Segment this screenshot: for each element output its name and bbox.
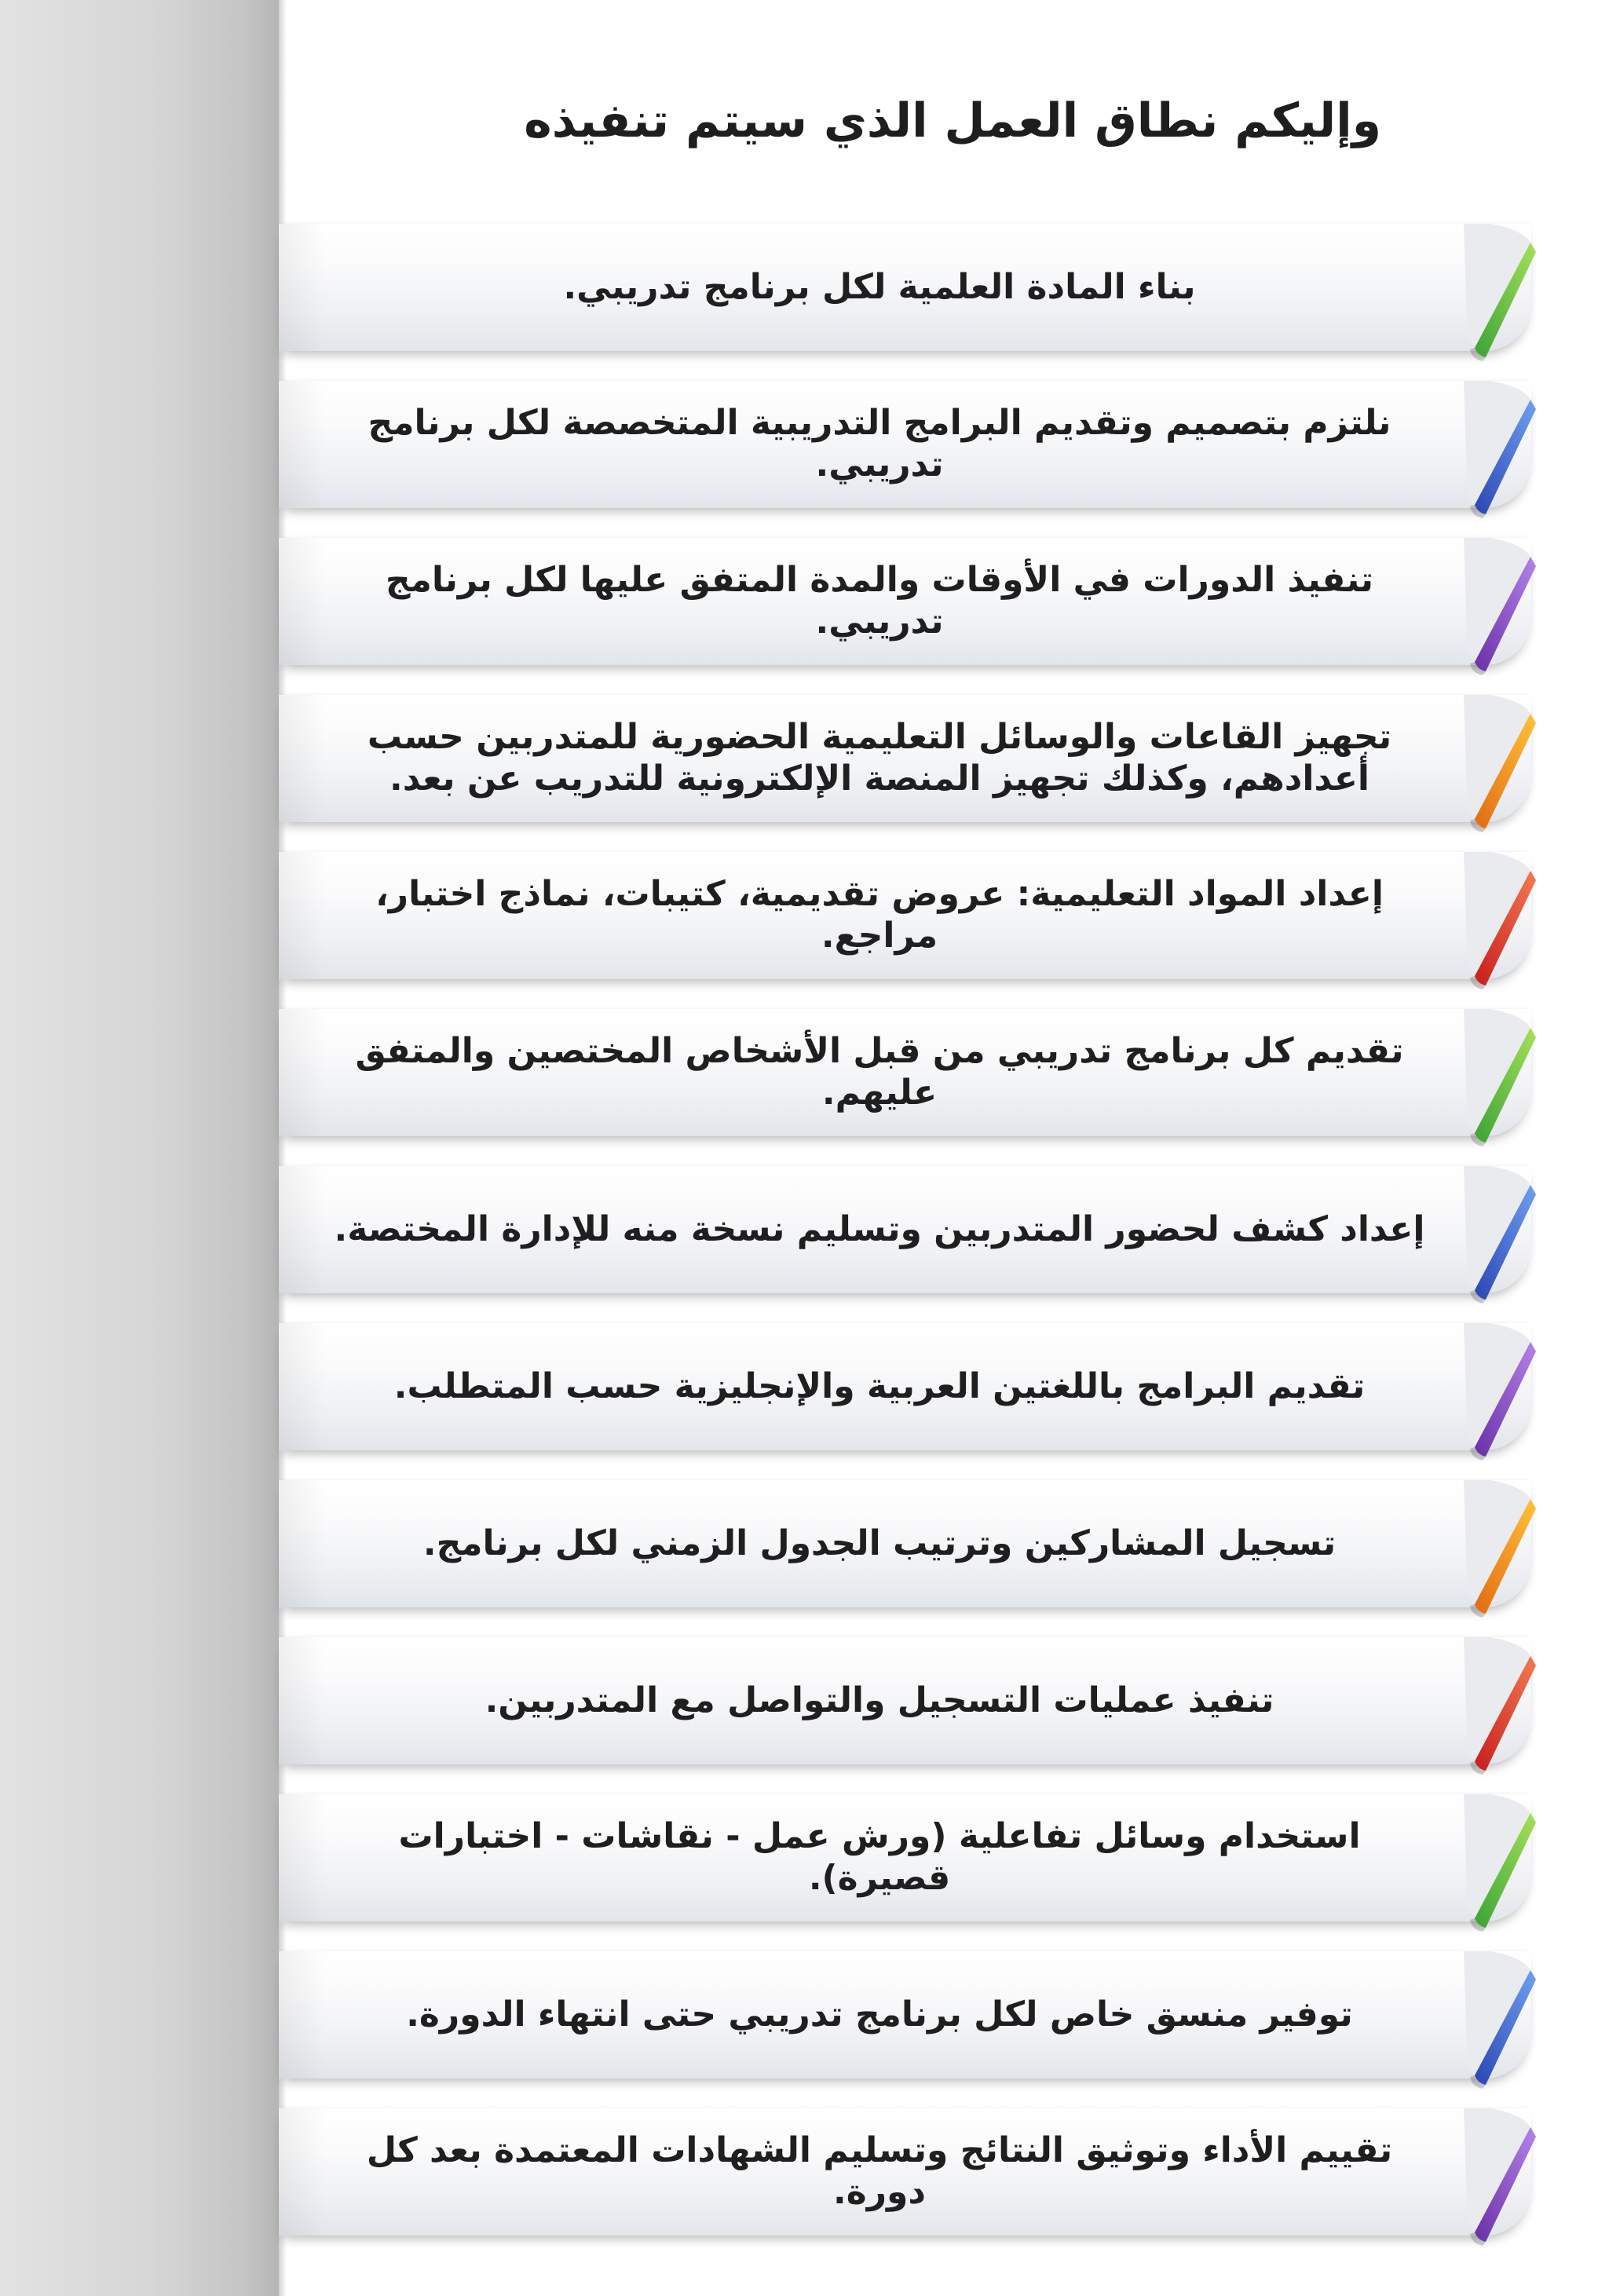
page-title: وإليكم نطاق العمل الذي سيتم تنفيذه [524,93,1381,148]
scope-item [279,1637,1531,1764]
scope-item [279,2108,1531,2236]
scope-item-text: إعداد كشف لحضور المتدربين وتسليم نسخة منه للإدارة المختصة. [334,1208,1425,1249]
scope-item [279,381,1531,508]
scope-item [279,1009,1531,1136]
scope-item-text: بناء المادة العلمية لكل برنامج تدريبي. [563,266,1196,307]
scope-item [279,1794,1531,1921]
scope-item-text: تسجيل المشاركين وترتيب الجدول الزمني لكل برنامج. [422,1523,1337,1563]
page-curl-icon [1448,2108,1541,2246]
scope-item [279,1323,1531,1450]
page-curl-icon [1448,381,1541,518]
scope-item-text: تقديم البرامج باللغتين العربية والإنجليزية حسب المتطلب. [393,1366,1366,1406]
scope-item [279,1166,1531,1293]
scope-item-text: نلتزم بتصميم وتقديم البرامج التدريبية المتخصصة لكل برنامج تدريبي. [368,403,1391,484]
scope-item-text: تقييم الأداء وتوثيق النتائج وتسليم الشهادات المعتمدة بعد كل دورة. [366,2130,1393,2212]
scope-item [279,852,1531,979]
scope-item-text: تقديم كل برنامج تدريبي من قبل الأشخاص المختصين والمتفق عليهم. [355,1031,1404,1113]
scope-item-text: تنفيذ عمليات التسجيل والتواصل مع المتدربين. [485,1680,1274,1720]
scope-item-text: تجهيز القاعات والوسائل التعليمية الحضورية للمتدربين حسب أعدادهم، وكذلك تجهيز المنصة الإلكترونية للتدريب عن بعد. [367,717,1392,799]
scope-item-text: تنفيذ الدورات في الأوقات والمدة المتفق عليها لكل برنامج تدريبي. [385,560,1374,642]
page-curl-icon [1448,1794,1541,1932]
page-curl-icon [1448,1480,1541,1618]
scope-item [279,224,1531,351]
page-curl-icon [1448,695,1541,832]
page-curl-icon [1448,224,1541,361]
page-curl-icon [1448,538,1541,675]
page-curl-icon [1448,1951,1541,2089]
scope-item [279,1951,1531,2078]
scope-item [279,1480,1531,1607]
page-curl-icon [1448,852,1541,989]
page-curl-icon [1448,1166,1541,1303]
page-curl-icon [1448,1637,1541,1775]
scope-item [279,695,1531,822]
scope-item [279,538,1531,665]
scope-item-text: توفير منسق خاص لكل برنامج تدريبي حتى انتهاء الدورة. [406,1994,1353,2035]
page-curl-icon [1448,1009,1541,1146]
page-curl-icon [1448,1323,1541,1461]
scope-item-text: إعداد المواد التعليمية: عروض تقديمية، كتيبات، نماذج اختبار، مراجع. [375,874,1384,956]
scope-item-text: استخدام وسائل تفاعلية (ورش عمل - نقاشات - اختبارات قصيرة). [398,1816,1361,1898]
